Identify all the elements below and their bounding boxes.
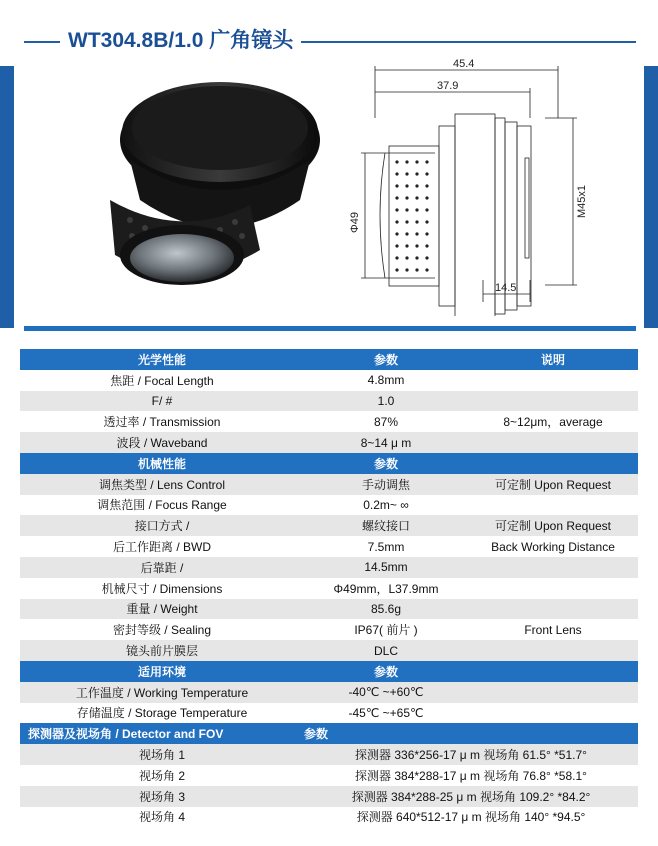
row-value: 探测器 384*288-25 μ m 视场角 109.2° *84.2° xyxy=(351,789,591,804)
row-label: 调焦范围 / Focus Range xyxy=(97,498,227,513)
title-row xyxy=(0,14,658,54)
row-value: 探测器 336*256-17 μ m 视场角 61.5° *51.7° xyxy=(355,748,587,763)
row-value: 14.5mm xyxy=(364,560,408,575)
row-value: 探测器 640*512-17 μ m 视场角 140° *94.5° xyxy=(356,810,586,825)
row-label: 后靠距 / xyxy=(140,560,184,575)
table-row xyxy=(20,744,638,765)
row-label: 机械尺寸 / Dimensions xyxy=(101,581,223,596)
row-label: 调焦类型 / Lens Control xyxy=(98,477,226,492)
right-accent-bar xyxy=(644,66,658,328)
table-row xyxy=(20,391,638,412)
table-row xyxy=(20,515,638,536)
row-label: 视场角 4 xyxy=(138,810,185,825)
row-label: 镜头前片膜层 xyxy=(125,644,198,659)
row-note: 可定制 Upon Request xyxy=(494,519,612,534)
section-param-label: 参数 xyxy=(373,456,398,471)
row-value: Φ49mm，L37.9mm xyxy=(333,581,439,596)
table-row xyxy=(20,370,638,391)
dim-diameter: Φ49 xyxy=(349,211,361,233)
table-row xyxy=(20,432,638,453)
table-row xyxy=(20,599,638,620)
table-row xyxy=(20,619,638,640)
dim-back-focus: 14.5 xyxy=(495,282,517,294)
title-rule-left xyxy=(24,41,60,43)
row-value: 1.0 xyxy=(377,393,395,408)
dim-body-length: 37.9 xyxy=(437,80,459,92)
section-header-environment xyxy=(20,661,638,682)
table-row xyxy=(20,495,638,516)
row-label: 焦距 / Focal Length xyxy=(110,373,214,388)
section-title: 机械性能 xyxy=(137,456,186,471)
row-value: DLC xyxy=(373,643,398,658)
row-label: 工作温度 / Working Temperature xyxy=(75,685,249,700)
section-param-label: 参数 xyxy=(373,352,398,367)
row-label: 后工作距离 / BWD xyxy=(113,540,211,555)
section-header-fov xyxy=(20,723,638,744)
table-row xyxy=(20,786,638,807)
row-value: 螺纹接口 xyxy=(361,519,410,534)
row-label: 存储温度 / Storage Temperature xyxy=(76,706,248,721)
table-row xyxy=(20,807,638,828)
table-row xyxy=(20,640,638,661)
row-value: -45℃ ~+65℃ xyxy=(348,705,424,720)
section-title: 光学性能 xyxy=(137,352,186,367)
table-row xyxy=(20,411,638,432)
section-header-optical xyxy=(20,349,638,370)
section-title: 适用环境 xyxy=(137,664,186,679)
row-note: 8~12μm，average xyxy=(503,415,603,430)
spec-table xyxy=(20,349,638,827)
row-value: -40℃ ~+60℃ xyxy=(348,685,424,700)
row-value: 手动调焦 xyxy=(361,477,410,492)
row-label: 重量 / Weight xyxy=(126,602,198,617)
table-row xyxy=(20,578,638,599)
row-label: 透过率 / Transmission xyxy=(103,415,221,430)
row-label: 视场角 2 xyxy=(138,768,185,783)
table-row xyxy=(20,474,638,495)
row-label: 视场角 1 xyxy=(138,748,185,763)
divider-band xyxy=(24,326,636,331)
row-value: 87% xyxy=(373,414,399,429)
table-row xyxy=(20,703,638,724)
page-title: WT304.8B/1.0 广角镜头 xyxy=(60,24,301,54)
dim-thread: M45x1 xyxy=(576,184,588,218)
row-note: 可定制 Upon Request xyxy=(494,477,612,492)
row-value: 7.5mm xyxy=(367,539,405,554)
row-value: 探测器 384*288-17 μ m 视场角 76.8° *58.1° xyxy=(355,768,587,783)
row-label: 视场角 3 xyxy=(138,789,185,804)
row-label: 波段 / Waveband xyxy=(116,436,208,451)
row-note: Front Lens xyxy=(524,622,582,637)
row-label: 密封等级 / Sealing xyxy=(112,623,212,638)
row-label: F/ # xyxy=(151,393,173,408)
row-note: Back Working Distance xyxy=(491,539,615,554)
section-header-mechanical xyxy=(20,453,638,474)
table-row xyxy=(20,536,638,557)
row-value: IP67( 前片 ) xyxy=(354,623,418,638)
section-note-label: 说明 xyxy=(540,352,565,367)
row-label: 接口方式 / xyxy=(134,519,190,534)
section-param-label: 参数 xyxy=(373,664,398,679)
table-row xyxy=(20,682,638,703)
section-title: 探测器及视场角 / Detector and FOV xyxy=(28,727,224,742)
table-row xyxy=(20,557,638,578)
row-value: 8~14 μ m xyxy=(360,435,412,450)
dimension-drawing xyxy=(345,58,590,316)
left-accent-bar xyxy=(0,66,14,328)
dim-overall-length: 45.4 xyxy=(453,58,475,70)
lens-photo xyxy=(70,70,330,300)
row-value: 85.6g xyxy=(370,601,402,616)
row-value: 4.8mm xyxy=(367,373,405,388)
title-rule-right xyxy=(300,41,636,43)
row-value: 0.2m~ ∞ xyxy=(363,497,409,512)
section-param-label: 参数 xyxy=(304,727,329,742)
table-row xyxy=(20,765,638,786)
